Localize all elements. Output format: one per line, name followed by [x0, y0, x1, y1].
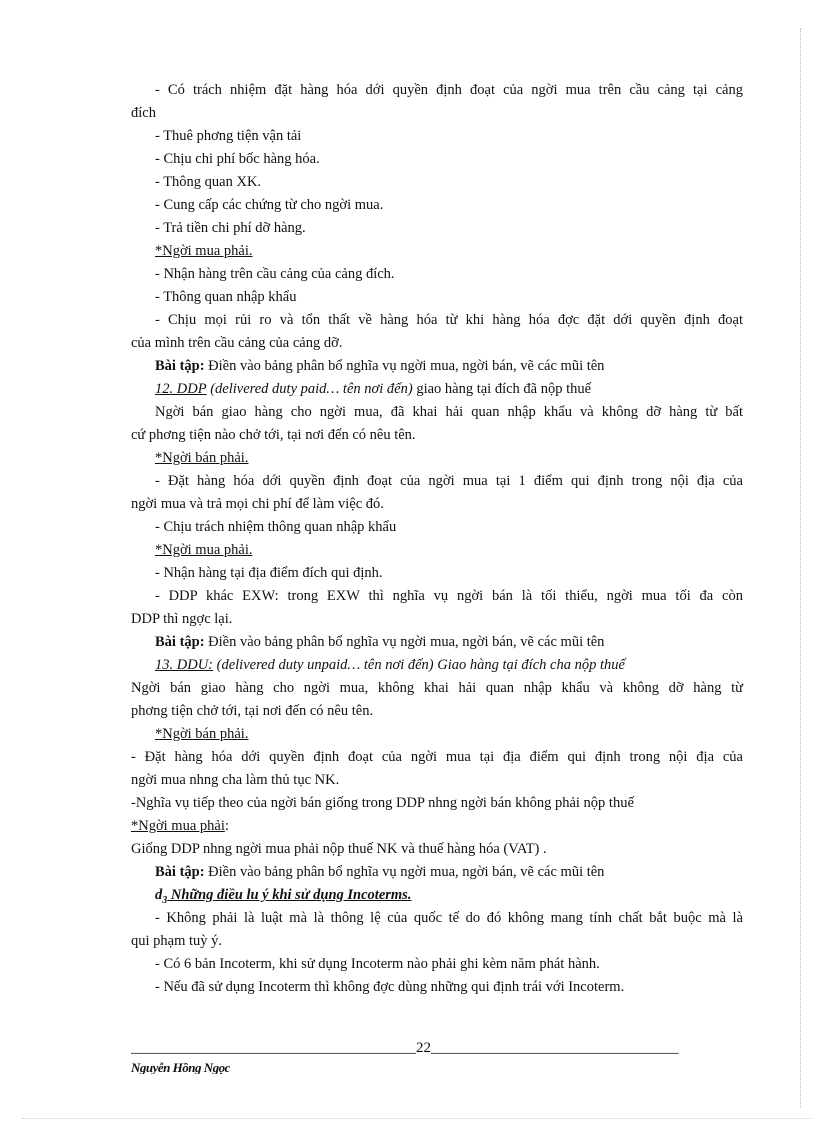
text-line: - Có 6 bản Incoterm, khi sử dụng Incoterm nào phải ghi kèm năm phát hành.: [155, 956, 600, 972]
exercise-label: Bài tập:: [155, 634, 205, 650]
text-line: - Thông quan XK.: [155, 174, 262, 190]
text-line: - Nhận hàng trên cầu cảng của cảng đích.: [155, 266, 395, 282]
exercise-text: Điền vào bảng phân bổ nghĩa vụ ngời mua, ngời bán, vẽ các mũi tên: [208, 864, 605, 880]
exercise-label: Bài tập:: [155, 864, 205, 880]
author-signature: Nguyễn Hồng Ngọc: [131, 1060, 230, 1074]
text-line: - DDP khác EXW: trong EXW thì nghĩa vụ ngời bán là tối thiểu, ngời mua tối đa còn: [155, 588, 743, 604]
text-line: - Không phải là luật mà là thông lệ của quốc tế do đó không mang tính chất bắt buộc mà là: [155, 910, 743, 926]
text-line: - Cung cấp các chứng từ cho ngời mua.: [155, 197, 384, 213]
text-line: - Chịu mọi rủi ro và tổn thất về hàng hóa từ khi hàng hóa đợc đặt dới quyền định đoạt: [155, 312, 743, 328]
exercise-line: [131, 355, 743, 378]
page-footer-rule: [131, 1040, 711, 1057]
text-line: - Nếu đã sử dụng Incoterm thì không đợc dùng những qui định trái với Incoterm.: [155, 979, 625, 995]
ddu-title: 13. DDU:: [155, 657, 213, 673]
page-margin-guide: [800, 28, 801, 1108]
text-line: - Thông quan nhập khẩu: [155, 289, 297, 305]
heading-colon: :: [224, 818, 229, 834]
heading-text: *Ngời bán phải.: [155, 450, 249, 466]
text-line: phơng tiện chở tới, tại nơi đến có nêu tên.: [131, 703, 374, 719]
buyer-obligations-heading: [131, 815, 743, 838]
heading-letter: d: [155, 887, 163, 903]
exercise-text: Điền vào bảng phân bổ nghĩa vụ ngời mua, ngời bán, vẽ các mũi tên: [208, 634, 605, 650]
text-line: - Trả tiền chi phí dỡ hàng.: [155, 220, 306, 236]
ddp-section-heading: [131, 378, 743, 401]
heading-text: *Ngời mua phải: [131, 818, 225, 834]
text-line: - Chịu chi phí bốc hàng hóa.: [155, 151, 320, 167]
text-line: ngời mua nhng cha làm thủ tục NK.: [131, 772, 340, 788]
text-line: đích: [131, 105, 156, 121]
text-line: - Chịu trách nhiệm thông quan nhập khẩu: [155, 519, 397, 535]
exercise-line: [131, 631, 743, 654]
text-line: Ngời bán giao hàng cho ngời mua, đã khai hải quan nhập khẩu và không dỡ hàng từ bất: [155, 404, 743, 420]
text-line: - Nhận hàng tại địa điểm đích qui định.: [155, 565, 383, 581]
page-number: 22: [416, 1040, 431, 1056]
text-line: của mình trên cầu cảng của cảng dỡ.: [131, 335, 343, 351]
heading-text: *Ngời mua phải.: [155, 542, 253, 558]
buyer-obligations-heading: [131, 240, 743, 263]
document-body: [131, 79, 743, 999]
heading-subscript: 3: [162, 894, 168, 906]
heading-text: *Ngời mua phải.: [155, 243, 253, 259]
seller-obligations-heading: [131, 723, 743, 746]
exercise-label: Bài tập:: [155, 358, 205, 374]
seller-obligations-heading: [131, 447, 743, 470]
text-line: cứ phơng tiện nào chở tới, tại nơi đến có nêu tên.: [131, 427, 416, 443]
page-bottom-guide: [22, 1118, 812, 1119]
text-line: -Nghĩa vụ tiếp theo của ngời bán giống trong DDP nhng ngời bán không phải nộp thuế: [131, 795, 634, 811]
ddp-subtitle: (delivered duty paid… tên nơi đến): [210, 381, 413, 397]
ddu-subtitle: (delivered duty unpaid… tên nơi đến) Giao hàng tại đích cha nộp thuế: [216, 657, 625, 673]
ddp-description: giao hàng tại đích đã nộp thuế: [416, 381, 592, 397]
text-line: - Có trách nhiệm đặt hàng hóa dới quyền định đoạt của ngời mua trên cầu cảng tại cảng: [155, 82, 743, 98]
heading-text: *Ngời bán phải.: [155, 726, 249, 742]
ddp-title: 12. DDP: [155, 381, 207, 397]
exercise-text: Điền vào bảng phân bổ nghĩa vụ ngời mua, ngời bán, vẽ các mũi tên: [208, 358, 605, 374]
text-line: ngời mua và trả mọi chi phí để làm việc đó.: [131, 496, 384, 512]
text-line: - Đặt hàng hóa dới quyền định đoạt của ngời mua tại địa điểm qui định trong nội địa của: [131, 749, 743, 765]
buyer-obligations-heading: [131, 539, 743, 562]
ddu-section-heading: [131, 654, 743, 677]
incoterms-notes-heading: [131, 884, 743, 907]
heading-text: Những điều lu ý khi sử dụng Incoterms.: [167, 887, 412, 903]
text-line: qui phạm tuỳ ý.: [131, 933, 223, 949]
text-line: DDP thì ngợc lại.: [131, 611, 233, 627]
footer-left-rule: ______________________________________: [131, 1040, 416, 1056]
text-line: Ngời bán giao hàng cho ngời mua, không khai hải quan nhập khẩu và không dỡ hàng từ: [131, 680, 743, 696]
text-line: Giống DDP nhng ngời mua phải nộp thuế NK và thuế hàng hóa (VAT) .: [131, 841, 547, 857]
text-line: - Thuê phơng tiện vận tải: [155, 128, 302, 144]
exercise-line: [131, 861, 743, 884]
footer-right-rule: _________________________________: [431, 1040, 679, 1056]
text-line: - Đặt hàng hóa dới quyền định đoạt của ngời mua tại 1 điểm qui định trong nội địa của: [155, 473, 743, 489]
